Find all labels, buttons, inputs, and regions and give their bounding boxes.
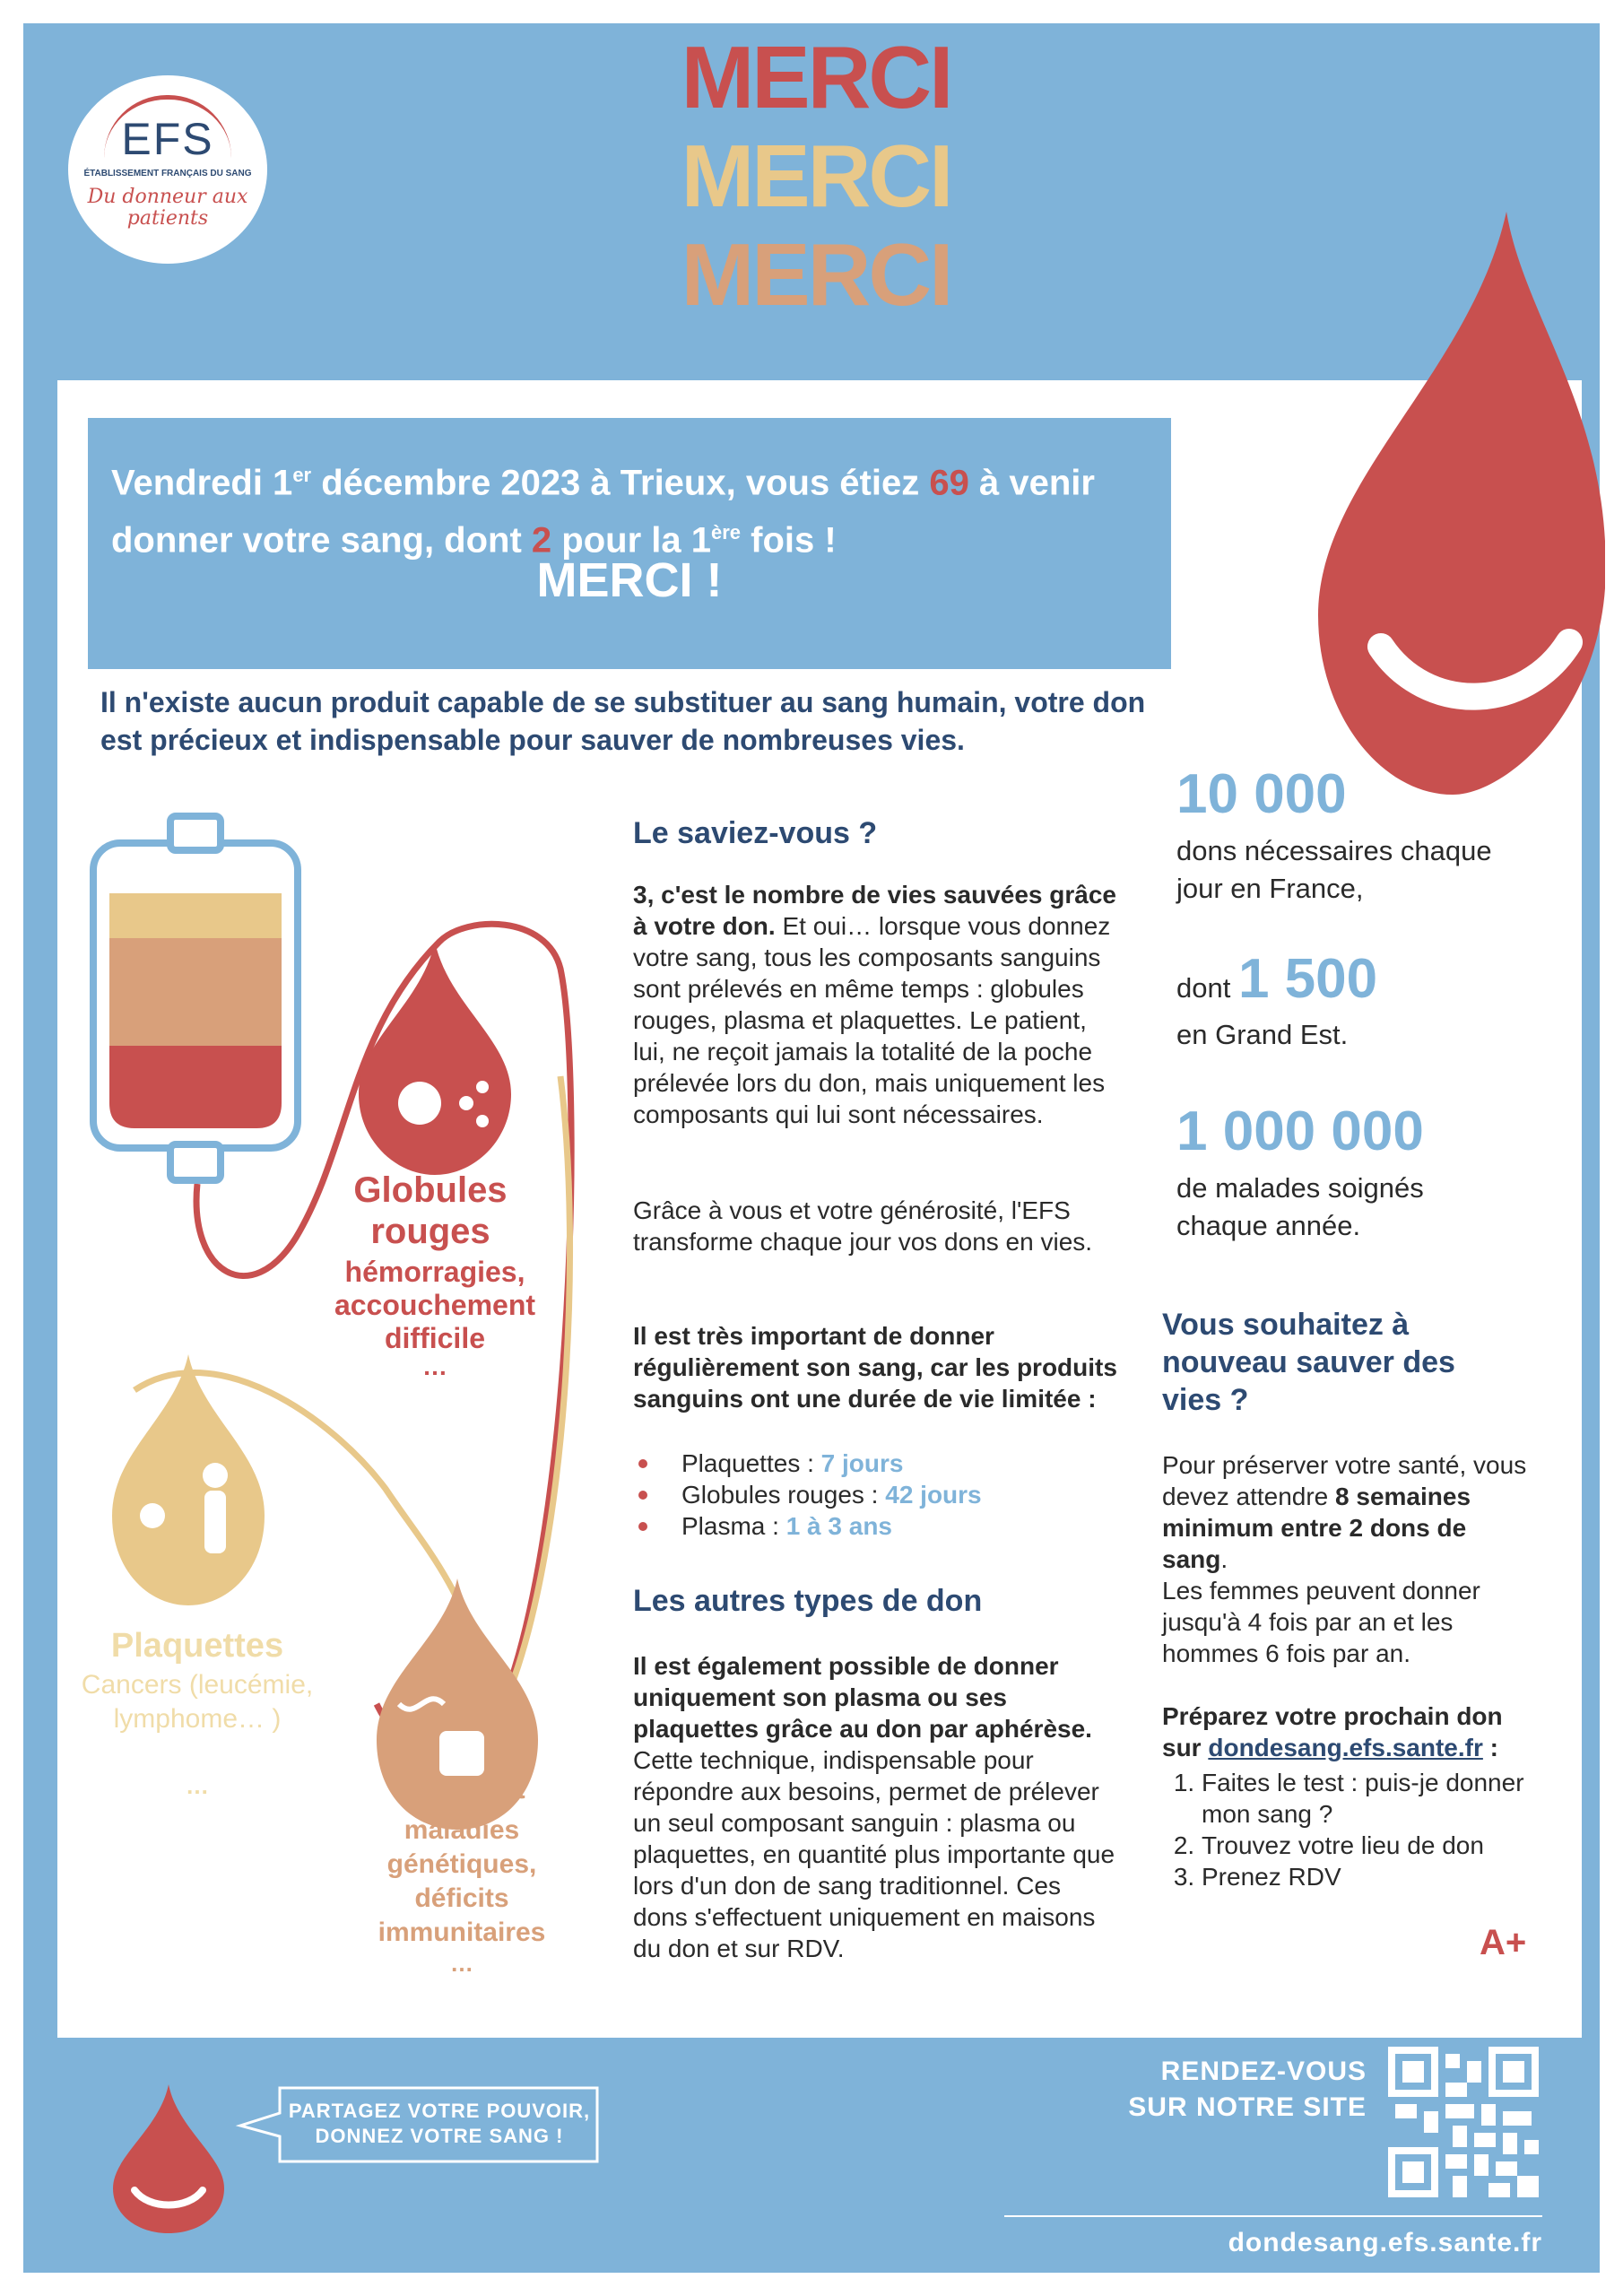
step-item: 2. Trouvez votre lieu de don xyxy=(1202,1830,1560,1861)
globules-title: Globules rouges xyxy=(353,1170,508,1251)
merci-title-3: MERCI xyxy=(681,225,951,324)
saviez-paragraph-1: 3, c'est le nombre de vies sauvées grâce à votre don. Et oui… lorsque vous donnez votre sang, tous les composants sanguins sont prélevés en même temps : globules rouges, plasma et plaquettes. Le patient, lui, ne reçoit jamais la totalité de la poche prélevée lors du don, mais uniquement les composants qui lui sont nécessaires. xyxy=(633,881,1116,1128)
blood-type-badge: A+ xyxy=(1480,1923,1527,1962)
plaquettes-dots: … xyxy=(186,1772,209,1799)
efs-logo xyxy=(68,75,267,264)
footer-bubble-text: PARTAGEZ VOTRE POUVOIR, DONNEZ VOTRE SANG ! xyxy=(288,2100,591,2147)
footer-url[interactable]: dondesang.efs.sante.fr xyxy=(1228,2228,1542,2257)
stat-1-text: dons nécessaires chaque jour en France, xyxy=(1176,835,1492,904)
stat-1-value: 10 000 xyxy=(1176,763,1347,825)
plaquettes-desc: Cancers (leucémie, lymphome… ) xyxy=(81,1670,314,1734)
footer-rdv: RENDEZ-VOUS SUR NOTRE SITE xyxy=(1128,2057,1367,2122)
globules-dots: … xyxy=(422,1352,447,1380)
plasma-dots: … xyxy=(450,1950,473,1977)
dondesang-link[interactable]: dondesang.efs.sante.fr xyxy=(1208,1734,1483,1761)
first-time-count: 2 xyxy=(531,520,552,561)
stat-3-text: de malades soignés chaque année. xyxy=(1176,1172,1424,1241)
qr-code-icon[interactable] xyxy=(1388,2047,1539,2197)
saviez-title: Le saviez-vous ? xyxy=(633,816,878,850)
duration-item: Plasma : 1 à 3 ans xyxy=(633,1510,1117,1542)
souhaitez-paragraph-1: Pour préserver votre santé, vous devez attendre 8 semaines minimum entre 2 dons de sang. xyxy=(1162,1451,1527,1573)
logo-subtitle: ÉTABLISSEMENT FRANÇAIS DU SANG xyxy=(83,169,252,178)
duration-item: Plaquettes : 7 jours xyxy=(633,1448,1117,1479)
plaquettes-title: Plaquettes xyxy=(110,1627,284,1665)
logo-name: EFS xyxy=(121,114,214,164)
headline-thanks: MERCI ! xyxy=(536,553,723,607)
step-item: 3. Prenez RDV xyxy=(1202,1861,1560,1892)
merci-title-1: MERCI xyxy=(681,28,951,126)
steps-list xyxy=(1162,1767,1560,1892)
durations-list xyxy=(633,1448,1117,1542)
plasma-desc: maladies génétiques, déficits immunitaires xyxy=(378,1815,546,1947)
logo-slogan: Du donneur aux patients xyxy=(87,186,248,230)
prepare-heading: Préparez votre prochain don sur dondesang.efs.sante.fr : xyxy=(1162,1702,1503,1761)
saviez-paragraph-2: Grâce à vous et votre générosité, l'EFS transforme chaque jour vos dons en vies. xyxy=(633,1196,1093,1256)
headline-box xyxy=(88,418,1171,669)
autres-paragraph: Il est également possible de donner uniquement son plasma ou ses plaquettes grâce au don par aphérèse. Cette technique, indispensable pour répondre aux besoins, permet de prélever un seul composant sanguin : plasma ou plaquettes, en quantité plus importante que lors d'un don de sang traditionnel. Ces dons s'effectuent uniquement en maisons du don et sur RDV. xyxy=(633,1652,1115,1962)
donor-count: 69 xyxy=(929,463,969,503)
large-blood-drop xyxy=(1318,212,1605,795)
headline-text: Vendredi 1er décembre 2023 à Trieux, vous étiez 69 à venir donner votre sang, dont 2 pour la 1ère fois ! xyxy=(111,463,1095,561)
duration-item: Globules rouges : 42 jours xyxy=(633,1479,1117,1510)
merci-title-2: MERCI xyxy=(681,126,951,225)
footer-divider xyxy=(1004,2215,1542,2217)
saviez-paragraph-3: Il est très important de donner régulièrement son sang, car les produits sanguins ont une durée de vie limitée : xyxy=(633,1322,1117,1413)
souhaitez-paragraph-2: Les femmes peuvent donner jusqu'à 4 fois par an et les hommes 6 fois par an. xyxy=(1162,1577,1480,1667)
intro-text: Il n'existe aucun produit capable de se substituer au sang humain, votre don est précieux et indispensable pour sauver de nombreuses vies. xyxy=(100,686,1146,756)
step-item: 1. Faites le test : puis-je donner mon sang ? xyxy=(1202,1767,1560,1830)
footer-blood-drop xyxy=(113,2084,224,2233)
plasma-title: Plasma xyxy=(398,1767,525,1806)
autres-title: Les autres types de don xyxy=(633,1584,983,1618)
souhaitez-title: Vous souhaitez à nouveau sauver des vies ? xyxy=(1162,1308,1455,1417)
stat-2-value: 1 500 xyxy=(1237,948,1378,1010)
globules-desc: hémorragies, accouchement difficile xyxy=(334,1256,536,1354)
stat-2-line: dont 1 500 xyxy=(1176,948,1378,1010)
stat-2-text: en Grand Est. xyxy=(1176,1019,1349,1050)
stat-3-value: 1 000 000 xyxy=(1176,1100,1424,1162)
